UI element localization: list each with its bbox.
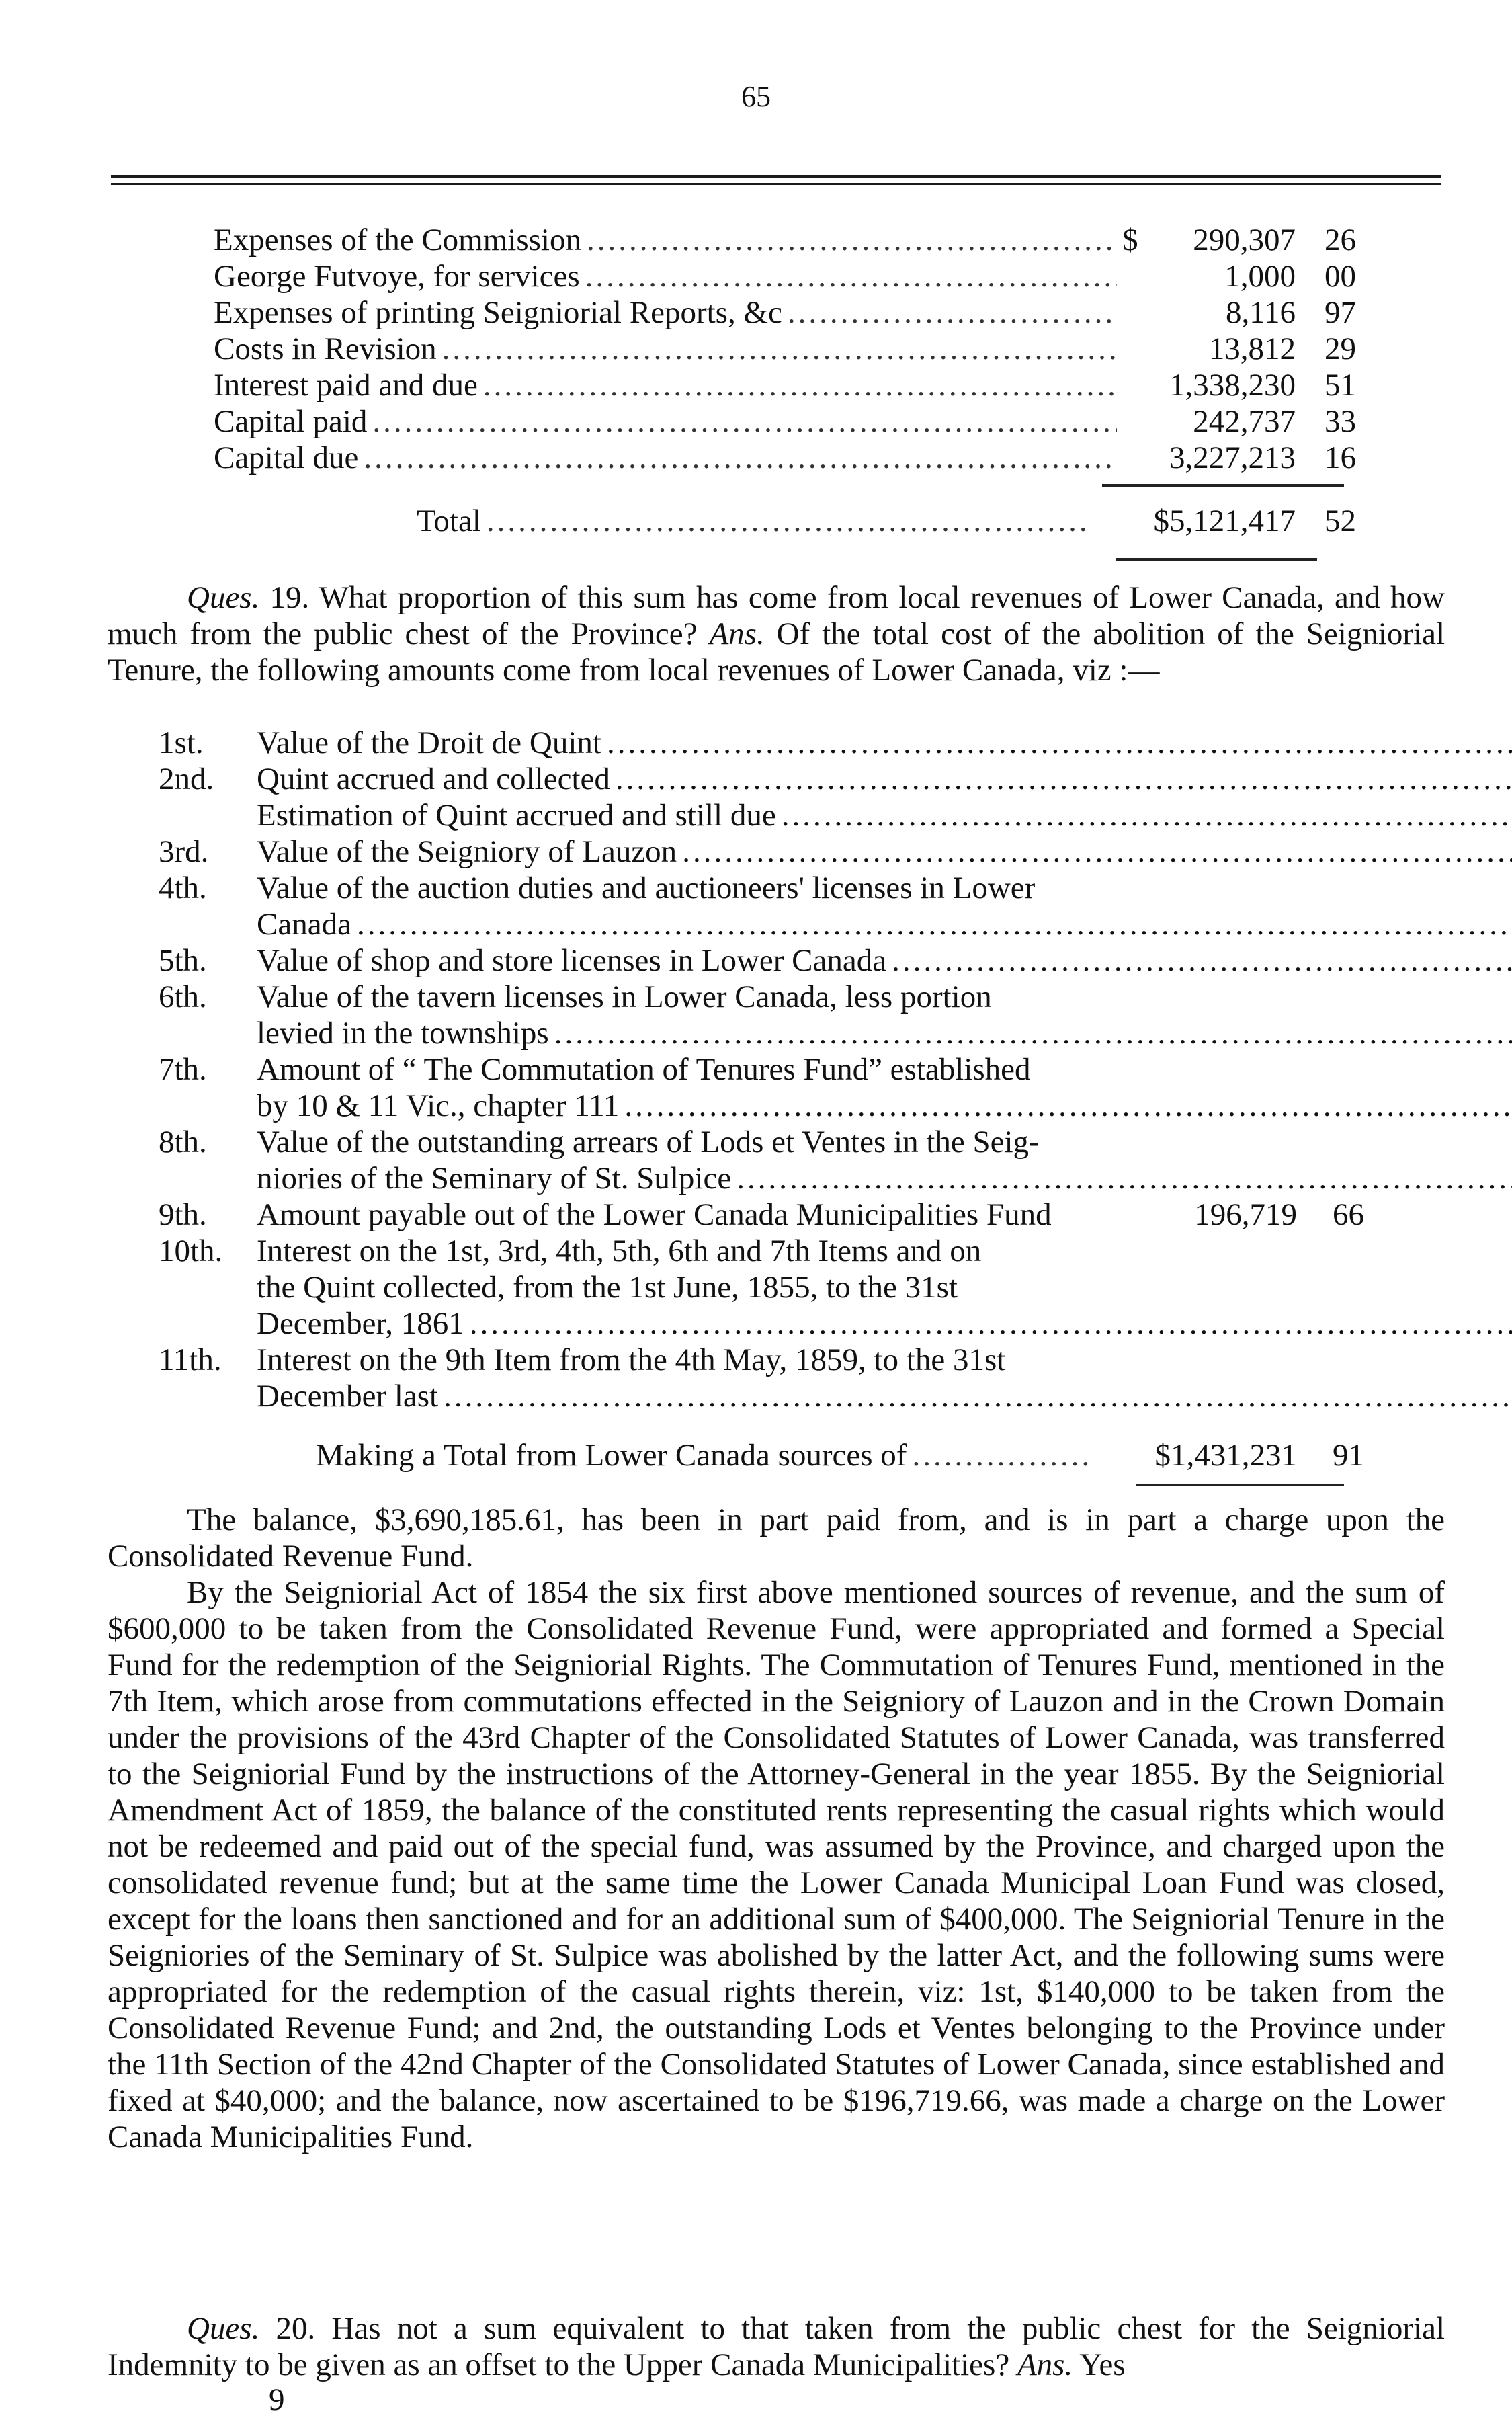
item-text-line: the Quint collected, from the 1st June, 1855, to the 31st	[257, 1270, 958, 1305]
item-text-line: Value of the Droit de Quint	[257, 725, 601, 760]
item-number: 4th.	[159, 870, 207, 905]
expense-label: Capital due	[214, 440, 359, 475]
item-number: 11th.	[159, 1342, 222, 1377]
ans-label-20: Ans.	[1017, 2347, 1073, 2382]
total-amount: $5,121,417	[1153, 503, 1296, 538]
question-20	[108, 2310, 1445, 2383]
item-text-line: Value of the tavern licenses in Lower Canada, less portion	[257, 979, 992, 1014]
item-text-line: Value of the outstanding arrears of Lods et Ventes in the Seig-	[257, 1125, 1040, 1160]
expense-amount: 1,000	[1224, 259, 1296, 294]
question-20-answer: Yes	[1079, 2347, 1126, 2382]
total-cents: 52	[1325, 503, 1356, 538]
expense-row	[214, 367, 1356, 403]
expense-amount: 290,307	[1193, 222, 1296, 257]
item-text-line: niories of the Seminary of St. Sulpice	[257, 1161, 732, 1196]
expense-label: Expenses of printing Seigniorial Reports, &c	[214, 295, 782, 330]
paragraph-balance	[108, 1502, 1445, 1574]
expense-amount: 8,116	[1225, 295, 1296, 330]
item-text-line: Value of shop and store licenses in Lower Canada	[257, 943, 887, 978]
making-total-row	[316, 1437, 1364, 1473]
header-rule	[111, 175, 1441, 178]
signature-mark: 9	[269, 2382, 285, 2417]
revenue-item	[108, 1197, 1364, 1233]
item-text-line: Value of the auction duties and auctioneers' licenses in Lower	[257, 870, 1036, 905]
expense-amount: 242,737	[1193, 404, 1296, 439]
expense-row	[214, 258, 1356, 294]
ans-label: Ans.	[709, 616, 765, 651]
revenue-item	[108, 797, 1364, 834]
item-text-line: Interest on the 9th Item from the 4th May, 1859, to the 31st	[257, 1342, 1006, 1377]
paragraph-act-text: By the Seigniorial Act of 1854 the six first above mentioned sources of revenue, and the sum of $600,000 to be taken from the Consolidated Revenue Fund, were appropriated and formed a Special Fund for the redemption of the Seigniorial Rights. The Commutation of Tenures Fund, mentioned in the 7th Item, which arose from commutations effected in the Seigniory of Lauzon and in the Crown Domain under the provisions of the 43rd Chapter of the Consolidated Statutes of Lower Canada, was transferred to the Seigniorial Fund by the instructions of the Attorney-General in the year 1855. By the Seigniorial Amendment Act of 1859, the balance of the constituted rents representing the casual rights which would not be redeemed and paid out of the special fund, was assumed by the Province, and charged upon the consolidated revenue fund; but at the same time the Lower Canada Municipal Loan Fund was closed, except for the loans then sanctioned and for an additional sum of $400,000. The Seigniorial Tenure in the Seigniories of the Seminary of St. Sulpice was abolished by the latter Act, and the following sums were appropriated for the redemption of the casual rights therein, viz: 1st, $140,000 to be taken from the Consolidated Revenue Fund; and 2nd, the outstanding Lods et Ventes belonging to the Province under the 11th Section of the 42nd Chapter of the Consolidated Statutes of Lower Canada, since established and fixed at $40,000; and the balance, now ascertained to be $196,719.66, was made a charge on the Lower Canada Municipalities Fund.	[108, 1575, 1445, 2154]
expense-amount: 1,338,230	[1169, 368, 1296, 403]
item-number: 7th.	[159, 1052, 207, 1087]
revenue-item	[108, 1051, 1364, 1124]
expense-amount: 13,812	[1208, 331, 1296, 366]
expense-currency: $	[1122, 222, 1138, 257]
revenue-item	[108, 761, 1364, 797]
revenue-items	[108, 725, 1364, 1414]
item-text-line: December last	[257, 1379, 439, 1414]
expense-row	[214, 440, 1356, 476]
ques-label: Ques.	[187, 580, 260, 615]
expense-row	[214, 294, 1356, 331]
total-rule	[1102, 484, 1344, 487]
revenue-item	[108, 870, 1364, 942]
expense-row	[214, 403, 1356, 440]
revenue-item	[108, 1124, 1364, 1197]
item-text-line: Estimation of Quint accrued and still due	[257, 798, 776, 833]
expense-cents: 29	[1325, 331, 1356, 366]
expense-cents: 16	[1325, 440, 1356, 475]
revenue-item	[108, 834, 1364, 870]
expense-label: George Futvoye, for services	[214, 259, 580, 294]
revenue-item	[108, 1342, 1364, 1414]
making-total-cents: 91	[1333, 1438, 1364, 1473]
item-number: 3rd.	[159, 834, 209, 869]
item-text-line: Canada	[257, 907, 351, 942]
question-20-text: 20. Has not a sum equivalent to that taken from the public chest for the Seigniorial Indemnity to be given as an offset to the Upper Canada Municipalities?	[108, 2311, 1445, 2382]
expense-amount: 3,227,213	[1169, 440, 1296, 475]
item-amount: 196,719	[1194, 1197, 1297, 1232]
header-rule-thin	[111, 183, 1441, 185]
making-total-label: Making a Total from Lower Canada sources of	[316, 1438, 907, 1473]
expense-row	[214, 331, 1356, 367]
item-number: 5th.	[159, 943, 207, 978]
item-number: 1st.	[159, 725, 204, 760]
expense-label: Capital paid	[214, 404, 368, 439]
expense-cents: 26	[1325, 222, 1356, 257]
item-text-line: Quint accrued and collected	[257, 762, 610, 797]
page-number: 65	[741, 80, 771, 113]
expense-label: Costs in Revision	[214, 331, 437, 366]
expense-row	[214, 222, 1356, 258]
total-label: Total	[417, 503, 481, 538]
item-text-line: December, 1861	[257, 1306, 464, 1341]
total-row	[417, 503, 1356, 539]
making-total-rule	[1136, 1484, 1344, 1486]
expense-cents: 33	[1325, 404, 1356, 439]
expense-cents: 00	[1325, 259, 1356, 294]
revenue-item	[108, 979, 1364, 1051]
expense-label: Expenses of the Commission	[214, 222, 581, 257]
item-number: 10th.	[159, 1233, 223, 1268]
item-number: 6th.	[159, 979, 207, 1014]
question-19-answer: Of the total cost of the abolition of the Seigniorial Tenure, the following amounts come from local revenues of Lower Canada, viz :—	[108, 616, 1445, 688]
item-text-line: Interest on the 1st, 3rd, 4th, 5th, 6th and 7th Items and on	[257, 1233, 982, 1268]
expense-cents: 97	[1325, 295, 1356, 330]
item-text-line: Amount of “ The Commutation of Tenures Fund” established	[257, 1052, 1031, 1087]
revenue-item	[108, 725, 1364, 761]
making-total-amount: $1,431,231	[1154, 1438, 1297, 1473]
expenses-ledger	[214, 222, 1356, 476]
item-cents: 66	[1333, 1197, 1364, 1232]
item-text-line: levied in the townships	[257, 1016, 549, 1051]
revenue-item	[108, 942, 1364, 979]
question-19-text: 19. What proportion of this sum has come from local revenues of Lower Canada, and how much from the public chest of the Province?	[108, 580, 1445, 651]
question-19	[108, 579, 1445, 688]
item-text-line: Value of the Seigniory of Lauzon	[257, 834, 677, 869]
ques-label-20: Ques.	[187, 2311, 260, 2346]
paragraph-act	[108, 1574, 1445, 2155]
item-number: 8th.	[159, 1125, 207, 1160]
expense-cents: 51	[1325, 368, 1356, 403]
item-number: 2nd.	[159, 762, 214, 797]
total-underline	[1116, 558, 1317, 561]
item-text-line: Amount payable out of the Lower Canada Municipalities Fund	[257, 1197, 1052, 1232]
paragraph-balance-text: The balance, $3,690,185.61, has been in part paid from, and is in part a charge upon the Consolidated Revenue Fund.	[108, 1502, 1445, 1574]
revenue-item	[108, 1233, 1364, 1342]
expense-label: Interest paid and due	[214, 368, 478, 403]
item-text-line: by 10 & 11 Vic., chapter 111	[257, 1088, 620, 1123]
item-number: 9th.	[159, 1197, 207, 1232]
